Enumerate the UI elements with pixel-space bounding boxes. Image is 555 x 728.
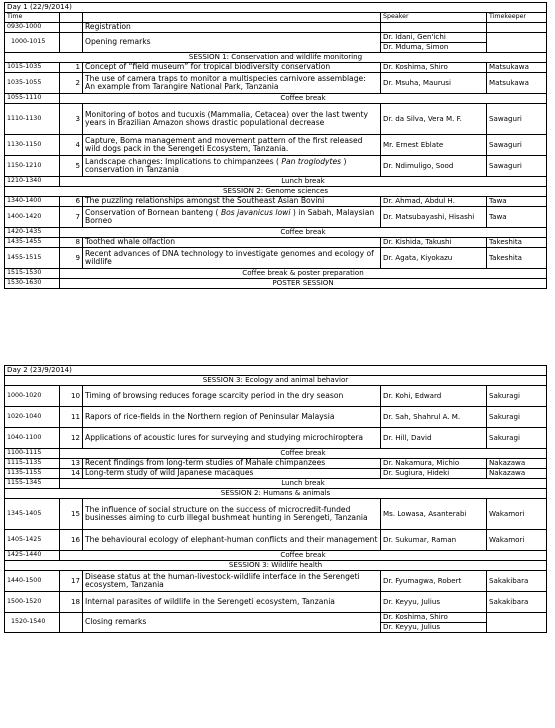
row-timekeeper: Matsukawa (487, 63, 547, 73)
break-label: Coffee break & poster preparation (60, 269, 547, 279)
row-number: 5 (60, 156, 83, 177)
row-timekeeper: Nakazawa (487, 469, 547, 479)
table-row (5, 613, 547, 623)
row-time: 1405-1425 (5, 530, 60, 551)
row-title: Rapors of rice-fields in the Northern region of Peninsular Malaysia (83, 407, 381, 428)
row-speaker: Dr. Koshima, Shiro (381, 63, 487, 73)
break-row (5, 177, 547, 187)
session-heading: SESSION 1: Conservation and wildlife monitoring (5, 53, 547, 63)
row-title: Conservation of Bornean banteng ( Bos javanicus lowi ) in Sabah, Malaysian Borneo (83, 207, 381, 228)
row-timekeeper: Wakamori (487, 530, 547, 551)
row-timekeeper: Nakazawa (487, 459, 547, 469)
speaker-header: Speaker (381, 13, 487, 23)
day-title: Day 1 (22/9/2014) (5, 3, 547, 13)
row-timekeeper: Tawa (487, 197, 547, 207)
row-title: The behavioural ecology of elephant-human conflicts and their management (83, 530, 381, 551)
row-number: 15 (60, 499, 83, 530)
break-label: Lunch break (60, 479, 547, 489)
row-title: Long-term study of wild Japanese macaques (83, 469, 381, 479)
table-row (5, 386, 547, 407)
break-label: Coffee break (60, 551, 547, 561)
table-row (5, 571, 547, 592)
row-speaker: Dr. Kishida, Takushi (381, 238, 487, 248)
row-speaker: Dr. Koshima, Shiro (381, 613, 487, 623)
break-row (5, 228, 547, 238)
row-title: The puzzling relationships amongst the Southeast Asian Bovini (83, 197, 381, 207)
row-time: 1455-1515 (5, 248, 60, 269)
row-time: 1435-1455 (5, 238, 60, 248)
row-title: The use of camera traps to monitor a multispecies carnivore assemblage: An example from Tarangire National Park, Tanzania (83, 73, 381, 94)
table-row (5, 197, 547, 207)
row-time: 1420-1435 (5, 228, 60, 238)
row-number: 6 (60, 197, 83, 207)
row-speaker: Dr. Matsubayashi, Hisashi (381, 207, 487, 228)
row-timekeeper: Sakuragi (487, 386, 547, 407)
table-row (5, 207, 547, 228)
row-time: 1400-1420 (5, 207, 60, 228)
row-time: 1020-1040 (5, 407, 60, 428)
row-title: Registration (83, 23, 381, 33)
table-row (5, 33, 547, 43)
row-number: 11 (60, 407, 83, 428)
row-time: 1055-1110 (5, 94, 60, 104)
table-row (5, 135, 547, 156)
row-speaker: Dr. Agata, Kiyokazu (381, 248, 487, 269)
break-label: Lunch break (60, 177, 547, 187)
table-row (5, 499, 547, 530)
table-row (5, 530, 547, 551)
table-row (5, 238, 547, 248)
row-time: 1115-1135 (5, 459, 60, 469)
row-speaker: Dr. Sukumar, Raman (381, 530, 487, 551)
row-timekeeper: Sakakibara (487, 592, 547, 613)
row-number: 3 (60, 104, 83, 135)
table-row (5, 23, 547, 33)
row-speaker: Dr. Keyyu, Julius (381, 623, 487, 633)
row-speaker: Dr. Ndimuligo, Sood (381, 156, 487, 177)
row-number: 10 (60, 386, 83, 407)
row-speaker: Dr. Nakamura, Michio (381, 459, 487, 469)
break-row (5, 279, 547, 289)
row-timekeeper: Sawaguri (487, 135, 547, 156)
row-timekeeper: Takeshita (487, 248, 547, 269)
row-number: 12 (60, 428, 83, 449)
row-time: 1440-1500 (5, 571, 60, 592)
row-timekeeper: Wakamori (487, 499, 547, 530)
row-title: Opening remarks (83, 33, 381, 53)
row-speaker: Dr. Ahmad, Abdul H. (381, 197, 487, 207)
column-header-row (5, 13, 547, 23)
row-time: 1340-1400 (5, 197, 60, 207)
session-heading: SESSION 3: Ecology and animal behavior (5, 376, 547, 386)
row-number: 14 (60, 469, 83, 479)
row-number: 4 (60, 135, 83, 156)
row-timekeeper: Takeshita (487, 238, 547, 248)
row-title: Recent advances of DNA technology to investigate genomes and ecology of wildlife (83, 248, 381, 269)
break-row (5, 551, 547, 561)
row-speaker: Dr. da Silva, Vera M. F. (381, 104, 487, 135)
row-speaker: Dr. Fyumagwa, Robert (381, 571, 487, 592)
row-title: Internal parasites of wildlife in the Serengeti ecosystem, Tanzania (83, 592, 381, 613)
row-time: 1135-1155 (5, 469, 60, 479)
row-title: Timing of browsing reduces forage scarcity period in the dry season (83, 386, 381, 407)
row-timekeeper: Tawa (487, 207, 547, 228)
row-number: 7 (60, 207, 83, 228)
row-title: Disease status at the human-livestock-wildlife interface in the Serengeti ecosystem, Tanzania (83, 571, 381, 592)
row-title: Monitoring of botos and tucuxis (Mammalia, Cetacea) over the last twenty years in Brazilian Amazon shows drastic populational decrease (83, 104, 381, 135)
row-speaker: Dr. Kohi, Edward (381, 386, 487, 407)
row-speaker: Dr. Mduma, Simon (381, 43, 487, 53)
row-timekeeper: Sakakibara (487, 571, 547, 592)
row-title: Landscape changes: Implications to chimpanzees ( Pan troglodytes ) conservation in Tanzania (83, 156, 381, 177)
row-time: 1210-1340 (5, 177, 60, 187)
row-time: 1155-1345 (5, 479, 60, 489)
row-number: 8 (60, 238, 83, 248)
session-row (5, 561, 547, 571)
session-row (5, 376, 547, 386)
row-title: The influence of social structure on the success of microcredit-funded businesses aiming to curb illegal bushmeat hunting in Serengeti, Tanzania (83, 499, 381, 530)
row-timekeeper: Sawaguri (487, 104, 547, 135)
session-heading: SESSION 2: Genome sciences (5, 187, 547, 197)
table-row (5, 592, 547, 613)
table-row (5, 428, 547, 449)
row-time: 1000-1020 (5, 386, 60, 407)
day1-schedule-table (4, 2, 547, 289)
row-speaker: Dr. Idani, Gen'ichi (381, 33, 487, 43)
row-time: 1500-1520 (5, 592, 60, 613)
time-header: Time (5, 13, 60, 23)
row-time: 1130-1150 (5, 135, 60, 156)
table-row (5, 63, 547, 73)
day-title: Day 2 (23/9/2014) (5, 366, 547, 376)
row-number: 2 (60, 73, 83, 94)
table-row (5, 73, 547, 94)
row-number: 16 (60, 530, 83, 551)
row-title: Capture, Boma management and movement pattern of the first released wild dogs pack in the Serengeti Ecosystem, Tanzania. (83, 135, 381, 156)
row-timekeeper: Sakuragi (487, 407, 547, 428)
row-time: 1530-1630 (5, 279, 60, 289)
row-timekeeper: Matsukawa (487, 73, 547, 94)
row-speaker: Mr. Ernest Eblate (381, 135, 487, 156)
row-speaker: Ms. Lowasa, Asanterabi (381, 499, 487, 530)
row-time: 1110-1130 (5, 104, 60, 135)
row-speaker: Dr. Sugiura, Hideki (381, 469, 487, 479)
table-row (5, 407, 547, 428)
row-time: 1100-1115 (5, 449, 60, 459)
break-row (5, 94, 547, 104)
row-speaker: Dr. Keyyu, Julius (381, 592, 487, 613)
row-speaker: Dr. Hill, David (381, 428, 487, 449)
row-time: 1425-1440 (5, 551, 60, 561)
session-row (5, 187, 547, 197)
row-time: 1150-1210 (5, 156, 60, 177)
day-header-row (5, 366, 547, 376)
session-heading: SESSION 2: Humans & animals (5, 489, 547, 499)
row-time: 1015-1035 (5, 63, 60, 73)
row-number: 17 (60, 571, 83, 592)
row-timekeeper: Sawaguri (487, 156, 547, 177)
table-row (5, 469, 547, 479)
row-title: Toothed whale olfaction (83, 238, 381, 248)
break-label: Coffee break (60, 94, 547, 104)
row-title: Closing remarks (83, 613, 381, 633)
table-row (5, 248, 547, 269)
row-time: 0930-1000 (5, 23, 60, 33)
table-row (5, 156, 547, 177)
row-title: Recent findings from long-term studies of Mahale chimpanzees (83, 459, 381, 469)
table-row (5, 459, 547, 469)
row-time: 1515-1530 (5, 269, 60, 279)
session-row (5, 489, 547, 499)
row-speaker: Dr. Msuha, Maurusi (381, 73, 487, 94)
break-row (5, 269, 547, 279)
day2-schedule-table (4, 365, 547, 633)
table-row (5, 104, 547, 135)
timekeeper-header: Timekeeper (487, 13, 547, 23)
day-header-row (5, 3, 547, 13)
row-time: 1000-1015 (5, 33, 60, 53)
row-number: 1 (60, 63, 83, 73)
row-time: 1345-1405 (5, 499, 60, 530)
session-heading: SESSION 3: Wildlife health (5, 561, 547, 571)
row-number: 9 (60, 248, 83, 269)
row-title: Concept of “field museum” for tropical biodiversity conservation (83, 63, 381, 73)
break-row (5, 449, 547, 459)
row-time: 1035-1055 (5, 73, 60, 94)
break-label: Coffee break (60, 449, 547, 459)
row-time: 1040-1100 (5, 428, 60, 449)
row-number: 13 (60, 459, 83, 469)
row-timekeeper: Sakuragi (487, 428, 547, 449)
row-number: 18 (60, 592, 83, 613)
session-row (5, 53, 547, 63)
row-time: 1520-1540 (5, 613, 60, 633)
break-row (5, 479, 547, 489)
break-label: POSTER SESSION (60, 279, 547, 289)
row-speaker: Dr. Sah, Shahrul A. M. (381, 407, 487, 428)
row-title: Applications of acoustic lures for surveying and studying microchiroptera (83, 428, 381, 449)
break-label: Coffee break (60, 228, 547, 238)
